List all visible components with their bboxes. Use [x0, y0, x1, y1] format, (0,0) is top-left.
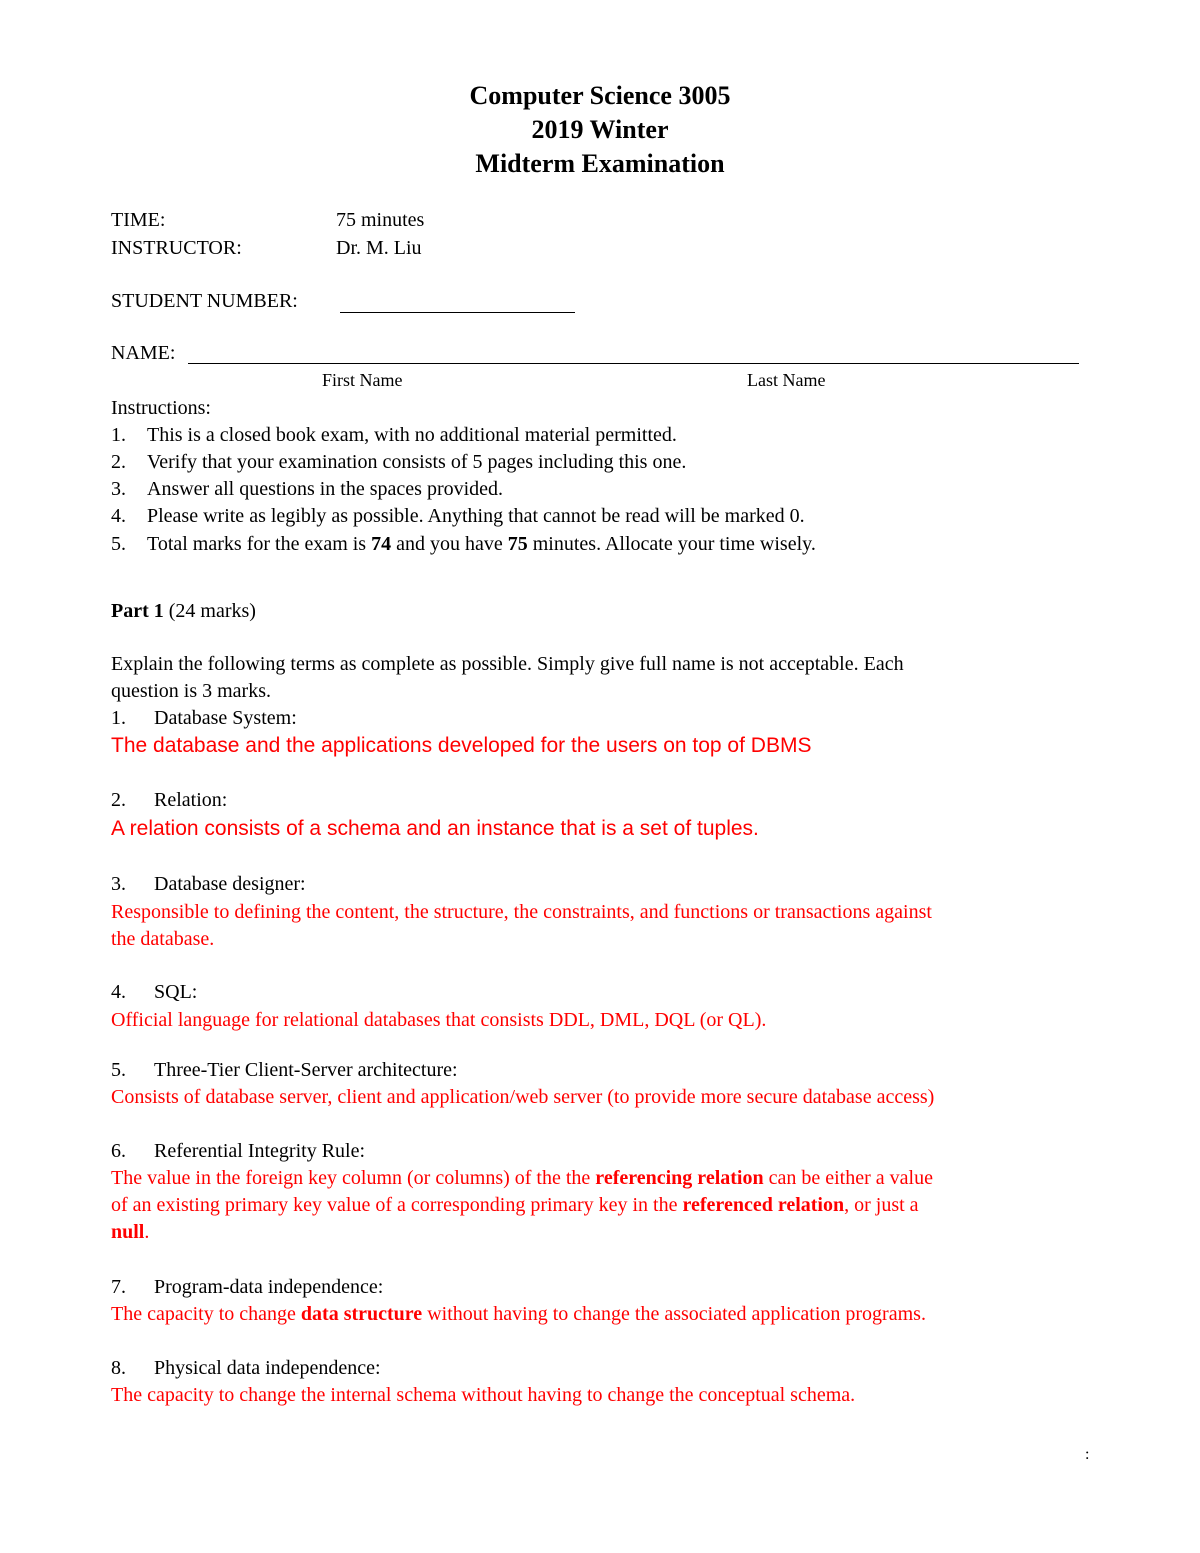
question-term: 7. Program-data independence: — [111, 1276, 384, 1298]
student-number-blank[interactable] — [340, 312, 575, 313]
instruction-item: 3. Answer all questions in the spaces provided. — [111, 478, 504, 500]
last-name-caption: Last Name — [747, 370, 826, 390]
question-term: 3. Database designer: — [111, 873, 306, 895]
answer-text: The capacity to change the internal schema without having to change the conceptual schema. — [111, 1384, 856, 1406]
answer-text: The value in the foreign key column (or columns) of the the referencing relation can be either a value — [111, 1167, 933, 1189]
question-term: 8. Physical data independence: — [111, 1357, 381, 1379]
name-blank[interactable] — [188, 363, 1079, 364]
question-term: 2. Relation: — [111, 789, 228, 811]
first-name-caption: First Name — [322, 370, 403, 390]
instructor-label: INSTRUCTOR: — [111, 237, 242, 259]
part1-intro: question is 3 marks. — [111, 680, 271, 702]
question-term: 4. SQL: — [111, 981, 198, 1003]
footer-mark: : — [1085, 1446, 1090, 1463]
question-term: 1. Database System: — [111, 707, 297, 729]
answer-text: The capacity to change data structure without having to change the associated application programs. — [111, 1303, 926, 1325]
answer-text: the database. — [111, 928, 215, 950]
exam-title: Midterm Examination — [475, 149, 725, 178]
question-term: 5. Three-Tier Client-Server architecture: — [111, 1059, 458, 1081]
instruction-item: 1. This is a closed book exam, with no additional material permitted. — [111, 424, 677, 446]
answer-text: Official language for relational databases that consists DDL, DML, DQL (or QL). — [111, 1009, 767, 1031]
instruction-item: 5. Total marks for the exam is 74 and you have 75 minutes. Allocate your time wisely. — [111, 533, 816, 555]
answer-text: A relation consists of a schema and an instance that is a set of tuples. — [111, 817, 759, 840]
time-label: TIME: — [111, 209, 166, 231]
instruction-item: 4. Please write as legibly as possible. Anything that cannot be read will be marked 0. — [111, 505, 805, 527]
time-value: 75 minutes — [336, 209, 425, 231]
instructions-heading: Instructions: — [111, 397, 211, 419]
part1-heading: Part 1 (24 marks) — [111, 600, 256, 622]
answer-text: Consists of database server, client and application/web server (to provide more secure database access) — [111, 1086, 935, 1108]
answer-text: Responsible to defining the content, the structure, the constraints, and functions or transactions against — [111, 901, 932, 923]
instruction-item: 2. Verify that your examination consists of 5 pages including this one. — [111, 451, 687, 473]
course-title: Computer Science 3005 — [469, 81, 731, 110]
answer-text: of an existing primary key value of a corresponding primary key in the referenced relation, or just a — [111, 1194, 919, 1216]
answer-text: The database and the applications developed for the users on top of DBMS — [111, 734, 812, 757]
name-label: NAME: — [111, 342, 176, 364]
instructor-value: Dr. M. Liu — [336, 237, 422, 259]
question-term: 6. Referential Integrity Rule: — [111, 1140, 366, 1162]
student-number-label: STUDENT NUMBER: — [111, 290, 298, 312]
answer-text: null. — [111, 1221, 150, 1243]
term-title: 2019 Winter — [531, 115, 669, 144]
part1-intro: Explain the following terms as complete as possible. Simply give full name is not acceptable. Each — [111, 653, 904, 675]
